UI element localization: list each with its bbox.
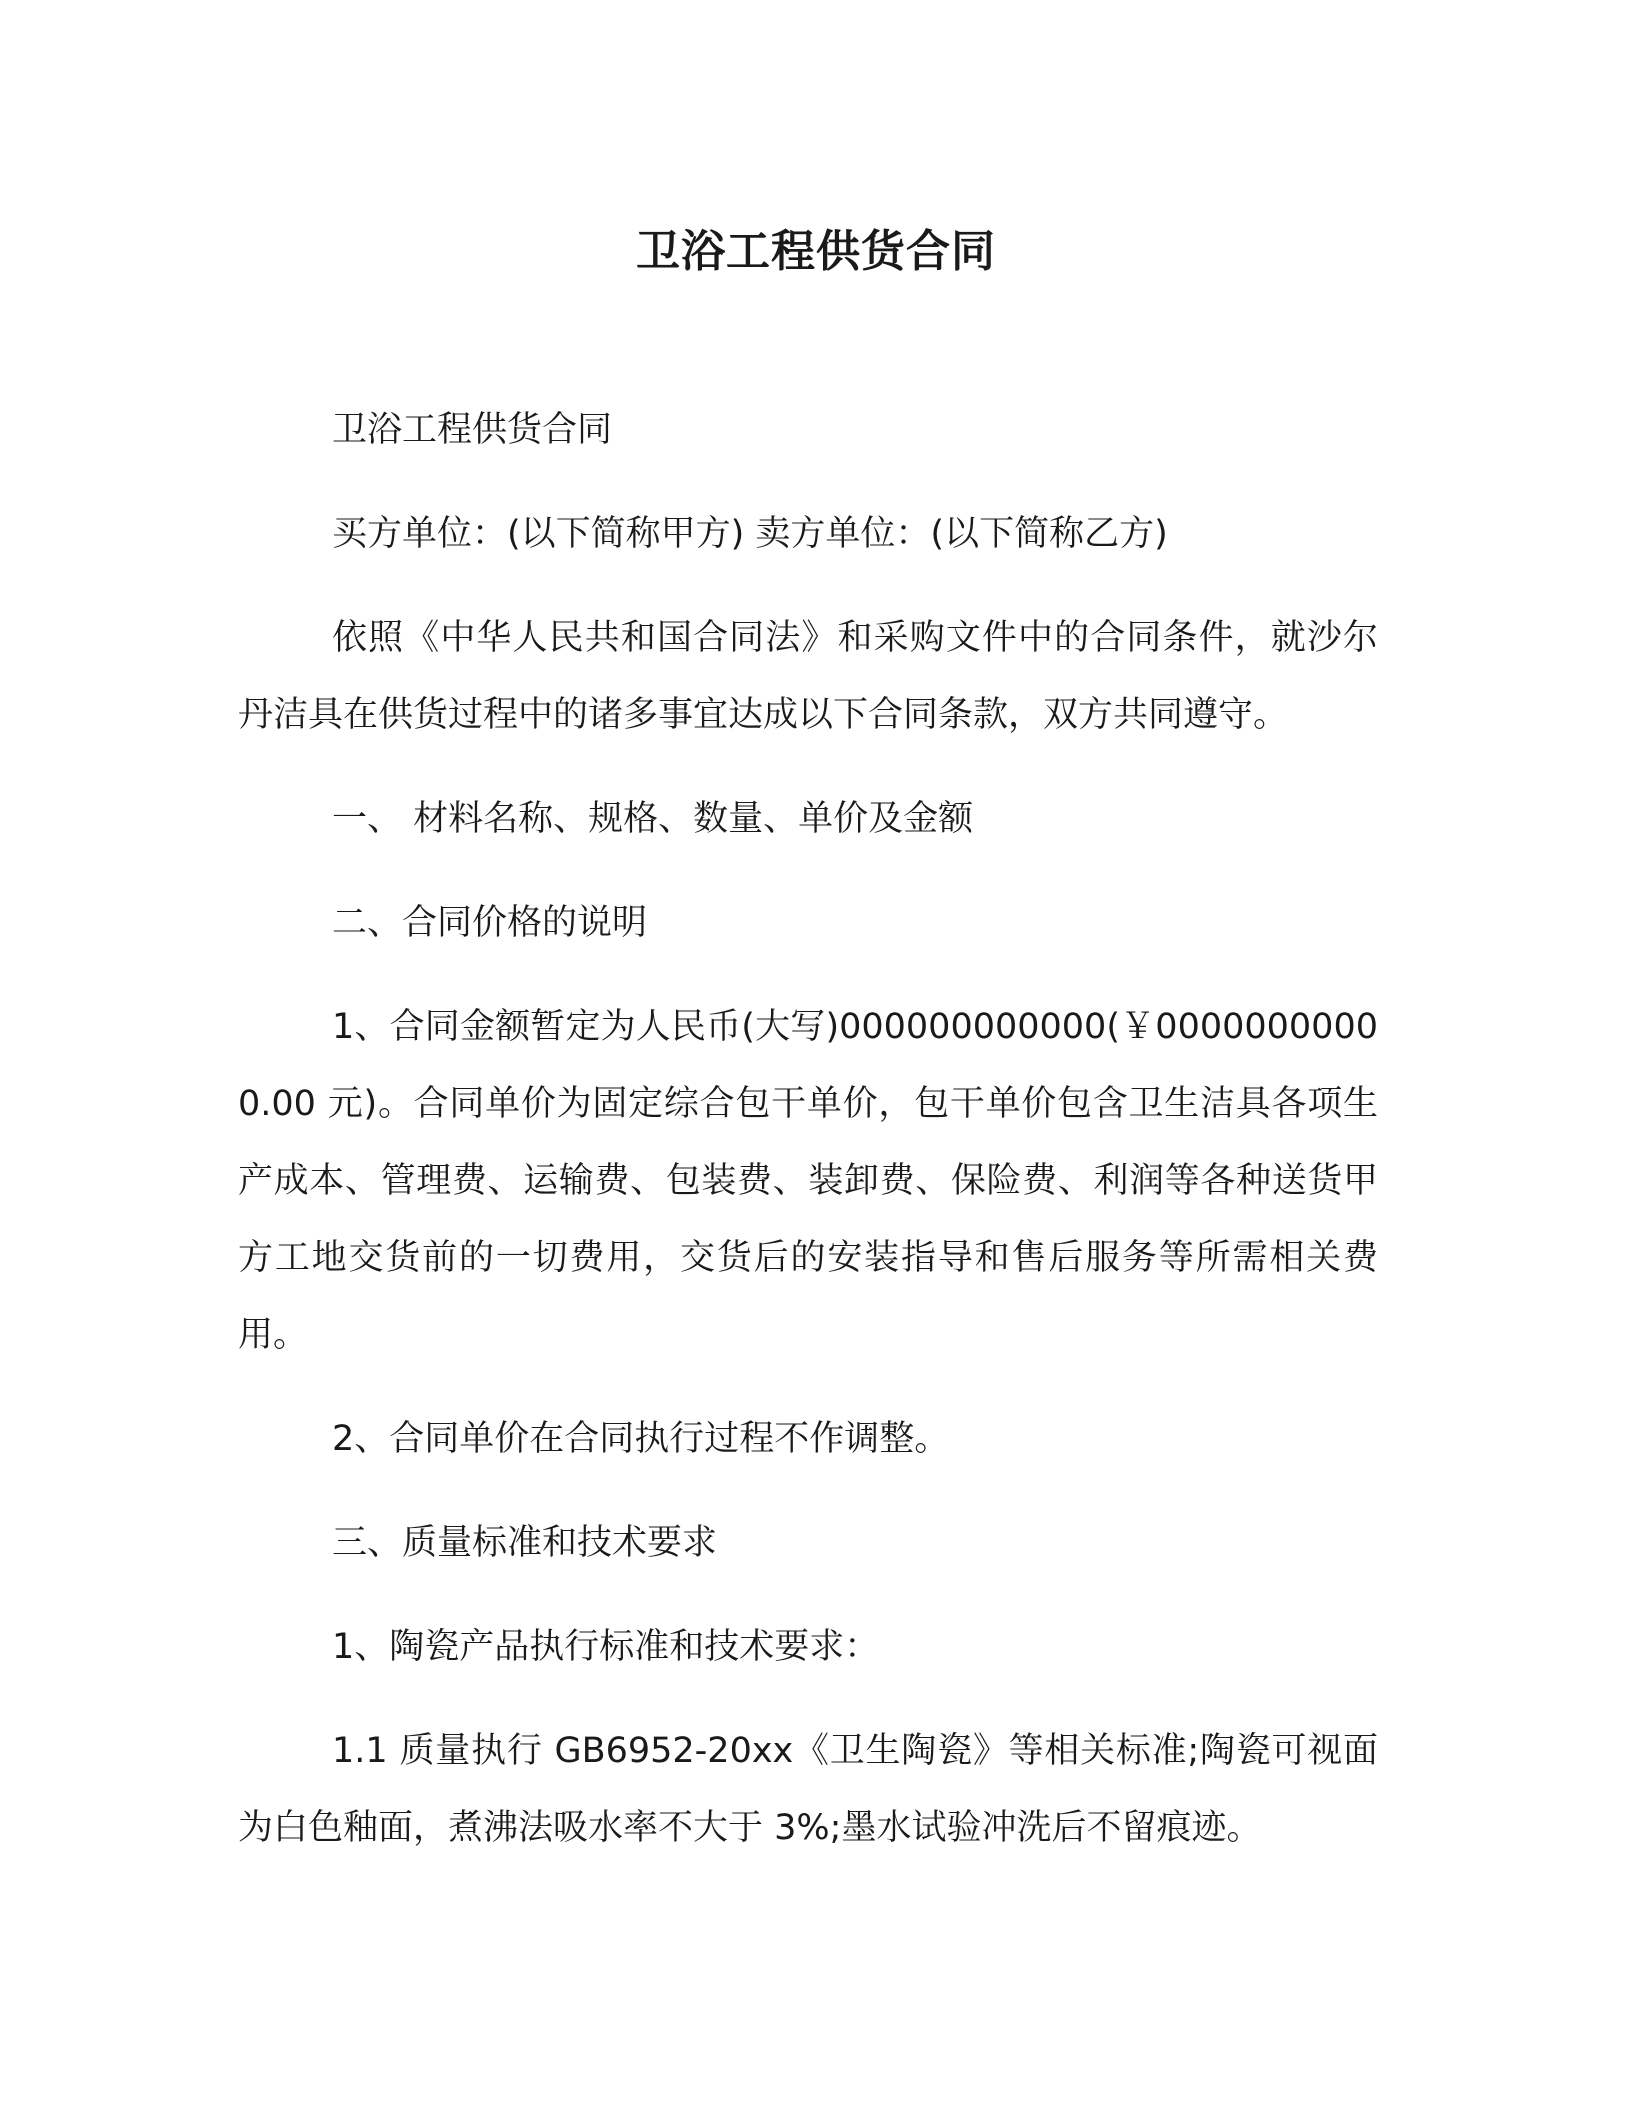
- clause-3-1: 1、陶瓷产品执行标准和技术要求：: [332, 1627, 880, 1667]
- section-2-heading: 二、合同价格的说明: [332, 903, 648, 943]
- paragraph-heading: 卫浴工程供货合同: [332, 410, 613, 450]
- clause-3-1-1: 1.1 质量执行 GB6952-20xx《卫生陶瓷》等相关标准;陶瓷可视面为白色釉面，煮沸法吸水率不大于 3%;墨水试验冲洗后不留痕迹。: [238, 1731, 1378, 1848]
- paragraph-parties: 买方单位：(以下简称甲方) 卖方单位：(以下简称乙方): [332, 514, 1168, 554]
- document-body: [238, 392, 1378, 1867]
- clause-2-1: 1、合同金额暂定为人民币(大写)000000000000(￥00000000000.00 元)。合同单价为固定综合包干单价，包干单价包含卫生洁具各项生产成本、管理费、运输费、包装费、装卸费、保险费、利润等各种送货甲方工地交货前的一切费用，交货后的安装指导和售后服务等所需相关费用。: [238, 1007, 1378, 1355]
- document-title: 卫浴工程供货合同: [636, 226, 996, 277]
- paragraph-basis: 依照《中华人民共和国合同法》和采购文件中的合同条件，就沙尔丹洁具在供货过程中的诸多事宜达成以下合同条款，双方共同遵守。: [238, 618, 1378, 735]
- clause-2-2: 2、合同单价在合同执行过程不作调整。: [332, 1419, 950, 1459]
- section-3-heading: 三、质量标准和技术要求: [332, 1523, 718, 1563]
- section-1-heading: 一、 材料名称、规格、数量、单价及金额: [332, 799, 974, 839]
